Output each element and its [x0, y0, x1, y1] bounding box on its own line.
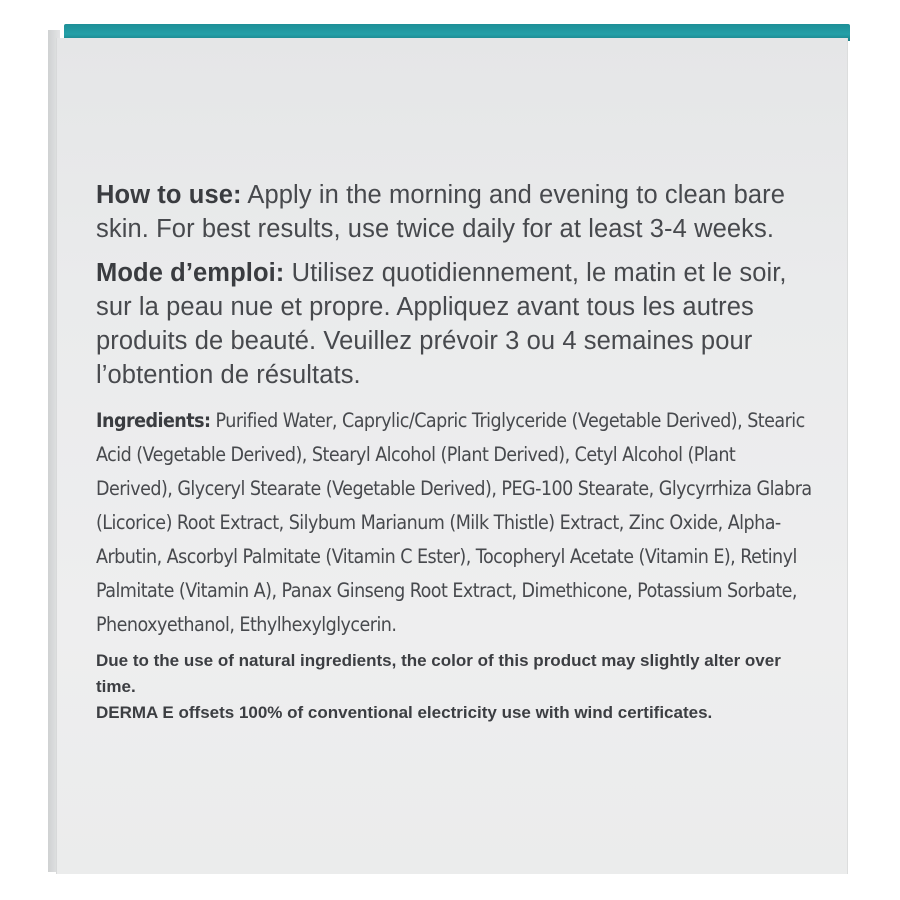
- how-to-use-label: How to use:: [96, 181, 242, 209]
- mode-emploi-text: Utilisez quotidiennement, le matin et le soir, sur la peau nue et propre. Appliquez avant tous les autres produits de beauté. Veuillez prévoir 3 ou 4 semaines pour l’obtention de résultats.: [96, 259, 787, 389]
- how-to-use-paragraph: [96, 178, 816, 246]
- how-to-use-text: Apply in the morning and evening to clean bare skin. For best results, use twice daily for at least 3-4 weeks.: [96, 181, 786, 243]
- ingredients-label: Ingredients:: [96, 409, 211, 432]
- wind-offset-note: DERMA E offsets 100% of conventional electricity use with wind certificates.: [96, 703, 713, 722]
- mode-emploi-label: Mode d’emploi:: [96, 259, 285, 287]
- ingredients-text: Purified Water, Caprylic/Capric Triglyceride (Vegetable Derived), Stearic Acid (Vegetable Derived), Stearyl Alcohol (Plant Derived), Cetyl Alcohol (Plant Derived), Glyceryl Stearate (Vegetable Derived), PEG-100 Stearate, Glycyrrhiza Glabra (Licorice) Root Extract, Silybum Marianum (Milk Thistle) Extract, Zinc Oxide, Alpha-Arbutin, Ascorbyl Palmitate (Vitamin C Ester), Tocopheryl Acetate (Vitamin E), Retinyl Palmitate (Vitamin A), Panax Ginseng Root Extract, Dimethicone, Potassium Sorbate, Phenoxyethanol, Ethylhexylglycerin.: [96, 409, 812, 636]
- label-text-block: [96, 178, 816, 726]
- mode-emploi-paragraph: [96, 256, 816, 392]
- ingredients-paragraph: [96, 404, 816, 642]
- natural-color-note: Due to the use of natural ingredients, the color of this product may slightly alter over time.: [96, 651, 781, 696]
